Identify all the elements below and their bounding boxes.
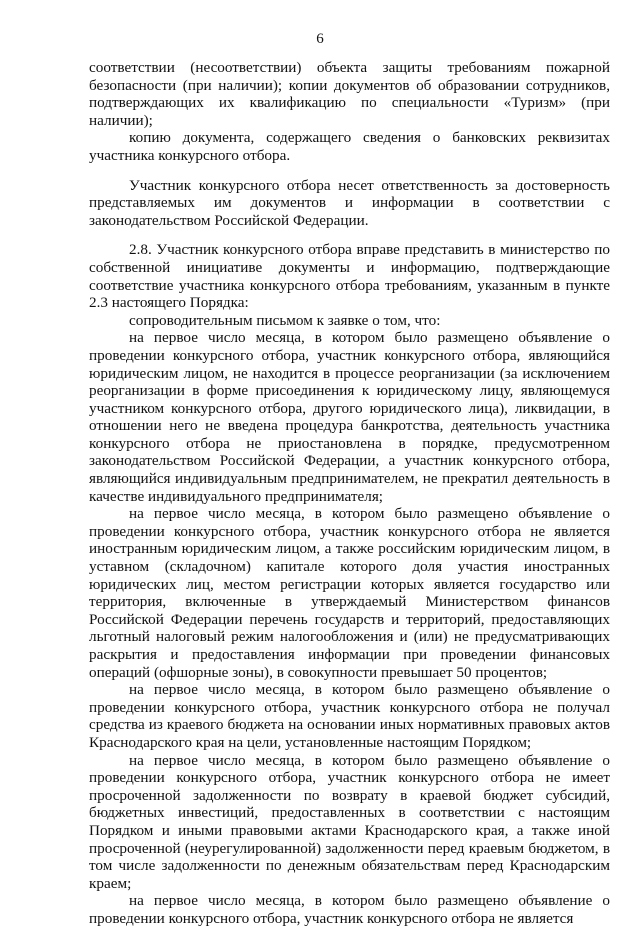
paragraph-fire-safety-continuation: соответствии (несоответствии) объекта защиты требованиям пожарной безопасности (при наличии); копии документов об образовании сотрудников, подтверждающих их квалификацию по специальности «Туризм» (при наличии); (89, 59, 610, 129)
document-body (89, 59, 610, 928)
paragraph-no-foreign-entity: на первое число месяца, в котором было размещено объявление о проведении конкурсного отбора, участник конкурсного отбора не является иностранным юридическим лицом, а также российским юридическим лицом, в уставном (складочном) капитале которого доля участия иностранных юридических лиц, местом регистрации которых является государство или территория, включенные в утверждаемый Министерством финансов Российской Федерации перечень государств и территорий, предоставляющих льготный налоговый режим налогообложения и (или) не предусматривающих раскрытия и предоставления информации при проведении финансовых операций (офшорные зоны), в совокупности превышает 50 процентов; (89, 505, 610, 681)
page-number: 6 (316, 31, 324, 47)
paragraph-responsibility: Участник конкурсного отбора несет ответственность за достоверность представляемых им документов и информации в соответствии с законодательством Российской Федерации. (89, 176, 610, 229)
paragraph-cover-letter: сопроводительным письмом к заявке о том, что: (129, 311, 441, 329)
paragraph-no-reorganization: на первое число месяца, в котором было размещено объявление о проведении конкурсного отбора, участник конкурсного отбора, являющийся юридическим лицом, не находится в процессе реорганизации (за исключением реорганизации в форме присоединения к юридическому лицу, являющемуся участником конкурсного отбора, другого юридического лица), ликвидации, в отношении него не введена процедура банкротства, деятельность участника конкурсного отбора не приостановлена в порядке, предусмотренном законодательством Российской Федерации, а участник конкурсного отбора, являющийся индивидуальным предпринимателем, не прекратил деятельность в качестве индивидуального предпринимателя; (89, 329, 610, 505)
paragraph-2-8: 2.8. Участник конкурсного отбора вправе представить в министерство по собственной инициативе документы и информацию, подтверждающие соответствие участника конкурсного отбора требованиям, указанным в пункте 2.3 настоящего Порядка: (89, 241, 610, 312)
paragraph-not-entity-partial: на первое число месяца, в котором было размещено объявление о проведении конкурсного отбора, участник конкурсного отбора не является (89, 892, 610, 927)
paragraph-no-other-funds: на первое число месяца, в котором было размещено объявление о проведении конкурсного отбора, участник конкурсного отбора не получал средства из краевого бюджета на основании иных нормативных правовых актов Краснодарского края на цели, установленные настоящим Порядком; (89, 681, 610, 751)
paragraph-no-debt: на первое число месяца, в котором было размещено объявление о проведении конкурсного отбора, участник конкурсного отбора не имеет просроченной задолженности по возврату в краевой бюджет субсидий, бюджетных инвестиций, предоставленных в соответствии с настоящим Порядком и иными правовыми актами Краснодарского края, а также иной просроченной (неурегулированной) задолженности перед краевым бюджетом, в том числе задолженности по денежным обязательствам перед Краснодарским краем; (89, 751, 610, 892)
paragraph-bank-details: копию документа, содержащего сведения о банковских реквизитах участника конкурсного отбора. (89, 129, 610, 164)
